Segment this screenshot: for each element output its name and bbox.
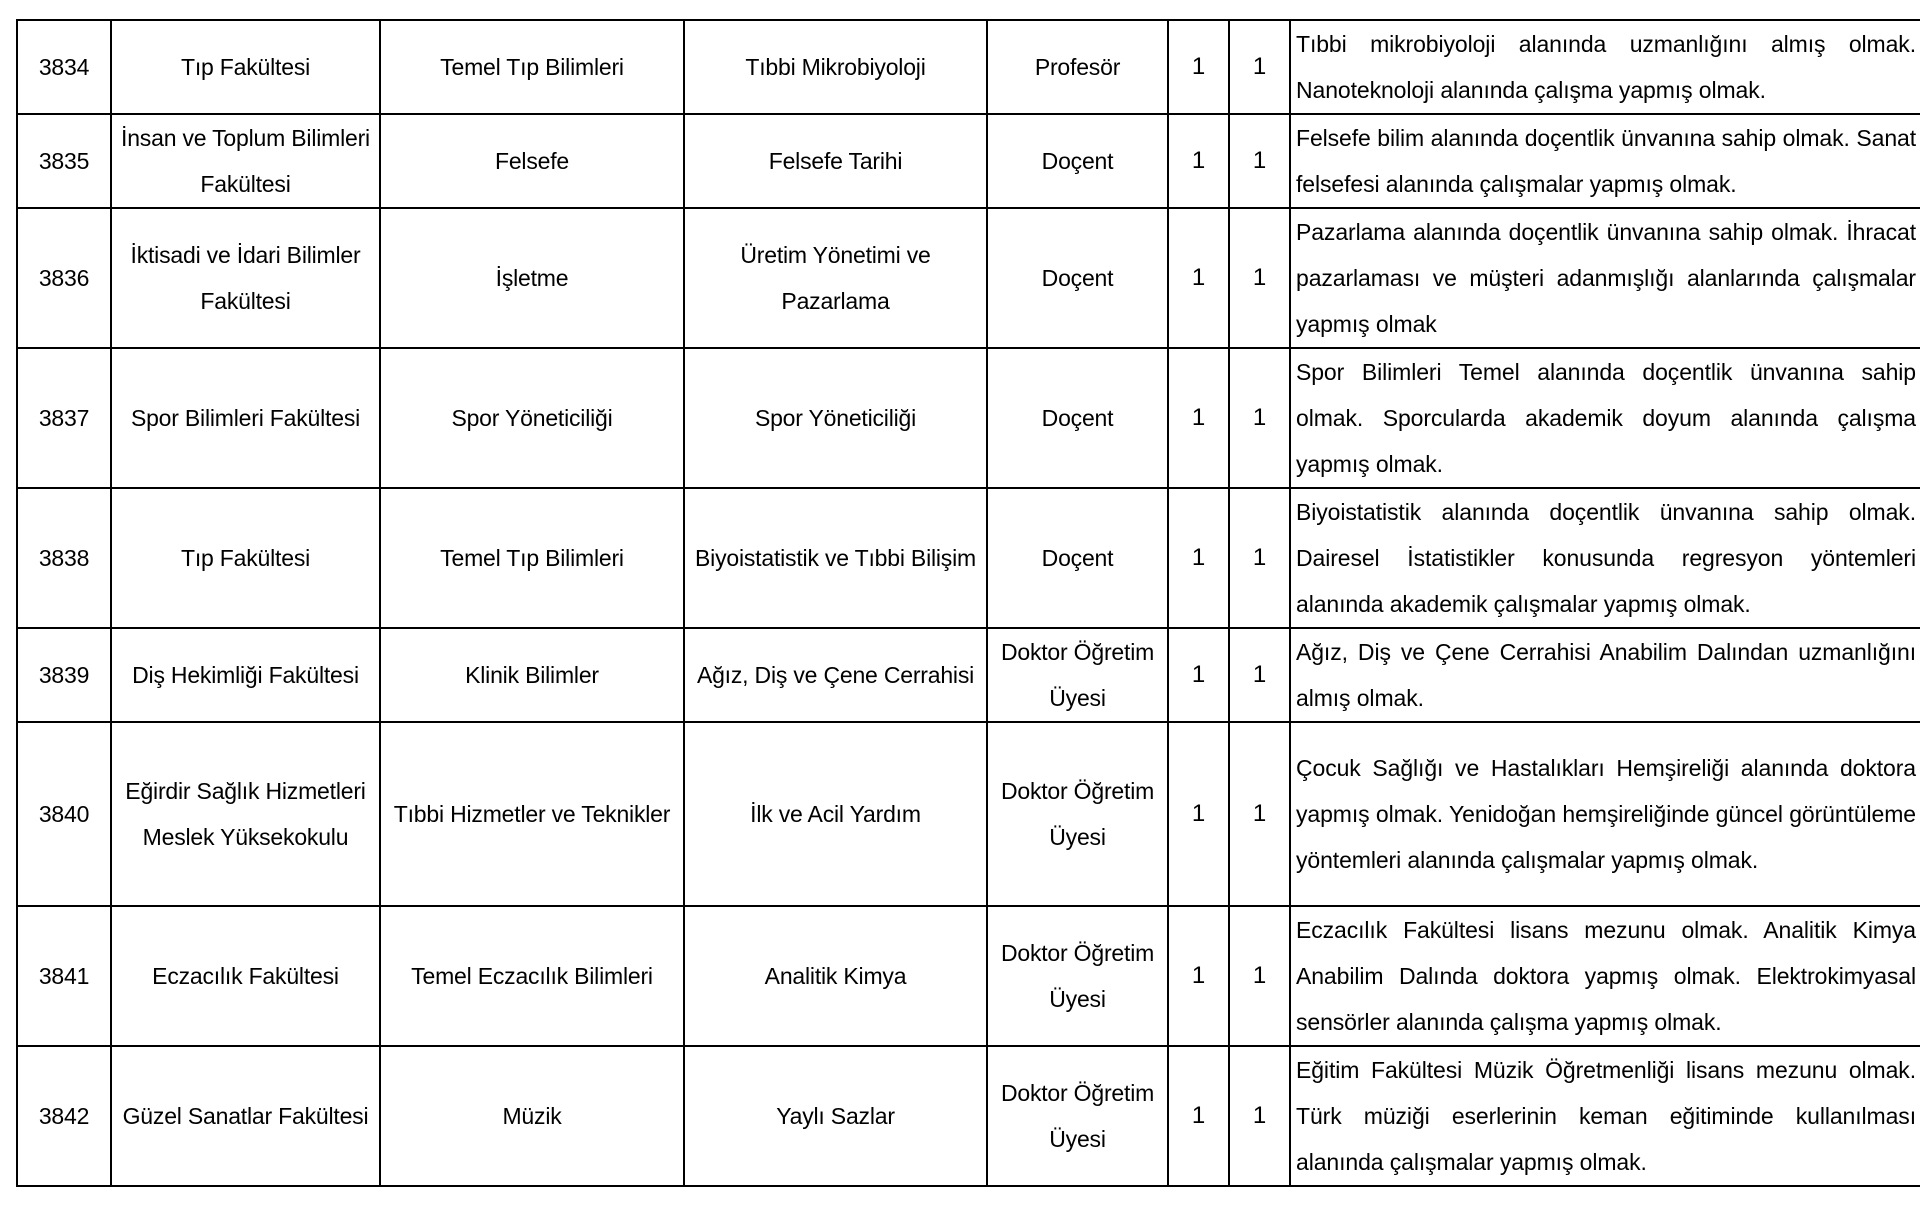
department-cell: İşletme [380,208,684,348]
academic-title-cell: Doçent [987,208,1168,348]
table-row [17,488,1920,628]
table-row [17,906,1920,1046]
degree-cell: 1 [1168,488,1229,628]
faculty-cell: Tıp Fakültesi [111,488,380,628]
table-row [17,722,1920,906]
division-cell: Tıbbi Mikrobiyoloji [684,20,987,114]
posting-id: 3838 [17,488,111,628]
division-cell: Biyoistatistik ve Tıbbi Bilişim [684,488,987,628]
posting-id: 3834 [17,20,111,114]
department-cell: Felsefe [380,114,684,208]
division-cell: Ağız, Diş ve Çene Cerrahisi [684,628,987,722]
academic-title-cell: Doçent [987,348,1168,488]
requirement-cell: Çocuk Sağlığı ve Hastalıkları Hemşireliği alanında doktora yapmış olmak. Yenidoğan hemşireliğinde güncel görüntüleme yöntemleri alanında çalışmalar yapmış olmak. [1290,722,1920,906]
academic-title-cell: Doçent [987,114,1168,208]
count-cell: 1 [1229,722,1290,906]
table-row [17,628,1920,722]
requirement-cell: Felsefe bilim alanında doçentlik ünvanına sahip olmak. Sanat felsefesi alanında çalışmalar yapmış olmak. [1290,114,1920,208]
posting-id: 3839 [17,628,111,722]
faculty-cell: Güzel Sanatlar Fakültesi [111,1046,380,1186]
department-cell: Temel Tıp Bilimleri [380,20,684,114]
posting-id: 3835 [17,114,111,208]
division-cell: Felsefe Tarihi [684,114,987,208]
posting-id: 3841 [17,906,111,1046]
degree-cell: 1 [1168,722,1229,906]
posting-id: 3836 [17,208,111,348]
requirement-cell: Spor Bilimleri Temel alanında doçentlik ünvanına sahip olmak. Sporcularda akademik doyum alanında çalışma yapmış olmak. [1290,348,1920,488]
table-row [17,1046,1920,1186]
division-cell: Yaylı Sazlar [684,1046,987,1186]
faculty-cell: Eczacılık Fakültesi [111,906,380,1046]
faculty-cell: Tıp Fakültesi [111,20,380,114]
requirement-cell: Ağız, Diş ve Çene Cerrahisi Anabilim Dalından uzmanlığını almış olmak. [1290,628,1920,722]
requirement-cell: Biyoistatistik alanında doçentlik ünvanına sahip olmak. Dairesel İstatistikler konusunda regresyon yöntemleri alanında akademik çalışmalar yapmış olmak. [1290,488,1920,628]
requirement-cell: Pazarlama alanında doçentlik ünvanına sahip olmak. İhracat pazarlaması ve müşteri adanmışlığı alanlarında çalışmalar yapmış olmak [1290,208,1920,348]
requirement-cell: Tıbbi mikrobiyoloji alanında uzmanlığını almış olmak. Nanoteknoloji alanında çalışma yapmış olmak. [1290,20,1920,114]
degree-cell: 1 [1168,628,1229,722]
count-cell: 1 [1229,20,1290,114]
department-cell: Spor Yöneticiliği [380,348,684,488]
department-cell: Temel Tıp Bilimleri [380,488,684,628]
department-cell: Tıbbi Hizmetler ve Teknikler [380,722,684,906]
table-row [17,348,1920,488]
count-cell: 1 [1229,208,1290,348]
degree-cell: 1 [1168,906,1229,1046]
requirement-cell: Eczacılık Fakültesi lisans mezunu olmak. Analitik Kimya Anabilim Dalında doktora yapmış olmak. Elektrokimyasal sensörler alanında çalışma yapmış olmak. [1290,906,1920,1046]
department-cell: Temel Eczacılık Bilimleri [380,906,684,1046]
degree-cell: 1 [1168,348,1229,488]
table-row [17,20,1920,114]
posting-id: 3840 [17,722,111,906]
count-cell: 1 [1229,348,1290,488]
academic-title-cell: Profesör [987,20,1168,114]
degree-cell: 1 [1168,114,1229,208]
division-cell: İlk ve Acil Yardım [684,722,987,906]
division-cell: Üretim Yönetimi ve Pazarlama [684,208,987,348]
faculty-cell: Spor Bilimleri Fakültesi [111,348,380,488]
table-row [17,114,1920,208]
posting-id: 3842 [17,1046,111,1186]
academic-title-cell: Doktor Öğretim Üyesi [987,1046,1168,1186]
department-cell: Müzik [380,1046,684,1186]
count-cell: 1 [1229,488,1290,628]
posting-id: 3837 [17,348,111,488]
faculty-cell: Eğirdir Sağlık Hizmetleri Meslek Yüksekokulu [111,722,380,906]
academic-title-cell: Doçent [987,488,1168,628]
degree-cell: 1 [1168,20,1229,114]
table-row [17,208,1920,348]
department-cell: Klinik Bilimler [380,628,684,722]
division-cell: Spor Yöneticiliği [684,348,987,488]
degree-cell: 1 [1168,1046,1229,1186]
faculty-cell: Diş Hekimliği Fakültesi [111,628,380,722]
count-cell: 1 [1229,114,1290,208]
degree-cell: 1 [1168,208,1229,348]
count-cell: 1 [1229,628,1290,722]
faculty-cell: İnsan ve Toplum Bilimleri Fakültesi [111,114,380,208]
faculty-cell: İktisadi ve İdari Bilimler Fakültesi [111,208,380,348]
faculty-positions-table [16,19,1920,1187]
requirement-cell: Eğitim Fakültesi Müzik Öğretmenliği lisans mezunu olmak. Türk müziği eserlerinin keman eğitiminde kullanılması alanında çalışmalar yapmış olmak. [1290,1046,1920,1186]
division-cell: Analitik Kimya [684,906,987,1046]
academic-title-cell: Doktor Öğretim Üyesi [987,628,1168,722]
count-cell: 1 [1229,1046,1290,1186]
academic-title-cell: Doktor Öğretim Üyesi [987,722,1168,906]
count-cell: 1 [1229,906,1290,1046]
academic-title-cell: Doktor Öğretim Üyesi [987,906,1168,1046]
